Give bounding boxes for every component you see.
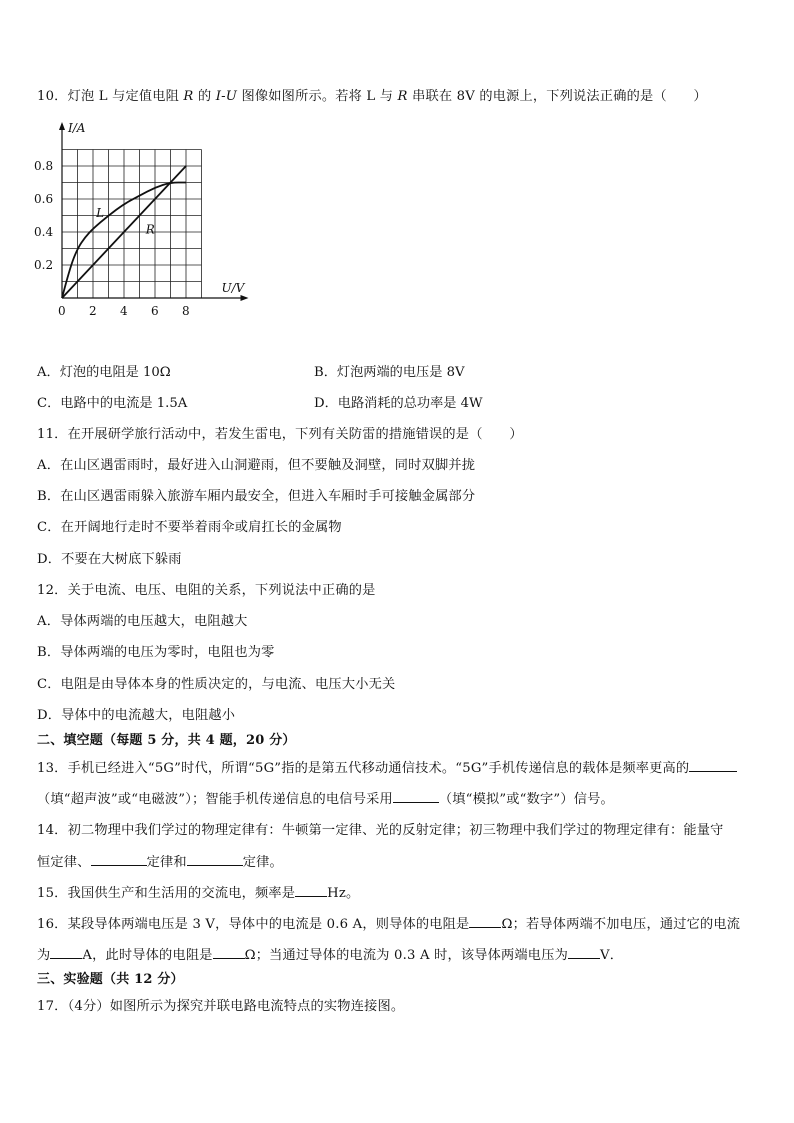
q12-option-a[interactable]: A．导体两端的电压越大，电阻越大 (37, 614, 248, 629)
q11-option-c[interactable]: C．在开阔地行走时不要举着雨伞或肩扛长的金属物 (37, 520, 342, 535)
q16-blank-3[interactable] (213, 946, 245, 959)
q10-text: 10．灯泡 L 与定值电阻 (37, 89, 184, 104)
q14-text: 定律和 (146, 855, 187, 870)
section-fill-in-heading: 二、填空题（每题 5 分，共 4 题，20 分） (37, 733, 296, 748)
x-tick-label: 2 (89, 304, 97, 318)
q13-text: （填“模拟”或“数字”）信号。 (438, 792, 614, 807)
question-16-line2 (37, 946, 623, 965)
question-15 (37, 884, 359, 903)
q15-text: Hz。 (327, 886, 360, 901)
q10-symbol-r: R (397, 89, 408, 104)
q15-blank[interactable] (295, 884, 327, 897)
q16-text: Ω；若导体两端不加电压，通过它的电流 (501, 917, 741, 932)
x-axis-arrow (241, 295, 249, 301)
iu-graph (30, 118, 260, 323)
y-tick-label: 0.8 (34, 159, 54, 173)
q10-symbol-iu: I-U (215, 89, 238, 104)
y-tick-label: 0.6 (34, 192, 54, 206)
q16-blank-4[interactable] (568, 946, 600, 959)
q13-text: 13．手机已经进入“5G”时代，所谓“5G”指的是第五代移动通信技术。“5G”手机传递信息的载体是频率更高的 (37, 761, 690, 776)
q14-text: 恒定律、 (37, 855, 91, 870)
question-14-line1: 14．初二物理中我们学过的物理定律有：牛顿第一定律、光的反射定律；初三物理中我们学过的物理定律有：能量守 (37, 823, 724, 838)
question-13-line1 (37, 759, 737, 778)
q10-option-c[interactable]: C．电路中的电流是 1.5A (37, 396, 188, 411)
q14-text: 定律。 (242, 855, 283, 870)
q11-option-b[interactable]: B．在山区遇雷雨躲入旅游车厢内最安全，但进入车厢时手可接触金属部分 (37, 489, 476, 504)
q14-blank-1[interactable] (91, 853, 147, 866)
x-tick-label: 0 (58, 304, 66, 318)
q16-text: V． (599, 948, 624, 963)
question-13-line2 (37, 790, 614, 809)
question-12-stem: 12．关于电流、电压、电阻的关系，下列说法中正确的是 (37, 583, 376, 598)
question-16-line1 (37, 915, 740, 934)
question-11-stem: 11．在开展研学旅行活动中，若发生雷电，下列有关防雷的措施错误的是（ ） (37, 427, 523, 442)
series-label-l: L (96, 206, 105, 221)
question-17: 17．（4分）如图所示为探究并联电路电流特点的实物连接图。 (37, 999, 405, 1014)
q12-option-c[interactable]: C．电阻是由导体本身的性质决定的，与电流、电压大小无关 (37, 677, 396, 692)
q13-text: （填“超声波”或“电磁波”）；智能手机传递信息的电信号采用 (37, 792, 393, 807)
q16-text: A，此时导体的电阻是 (82, 948, 213, 963)
q16-text: 为 (37, 948, 51, 963)
q10-text: 的 (193, 89, 216, 104)
q13-blank-1[interactable] (689, 759, 737, 772)
section-experiment-heading: 三、实验题（共 12 分） (37, 972, 184, 987)
q13-blank-2[interactable] (393, 790, 439, 803)
x-tick-label: 6 (151, 304, 159, 318)
q10-text: 图像如图所示。若将 L 与 (237, 89, 398, 104)
q10-option-a[interactable]: A．灯泡的电阻是 10Ω (37, 365, 171, 380)
q16-blank-1[interactable] (469, 915, 501, 928)
q10-text: 串联在 8V 的电源上，下列说法正确的是（ ） (407, 89, 707, 104)
q10-symbol-r: R (183, 89, 194, 104)
q12-option-b[interactable]: B．导体两端的电压为零时，电阻也为零 (37, 645, 275, 660)
y-tick-label: 0.4 (34, 225, 54, 239)
q14-blank-2[interactable] (187, 853, 243, 866)
q16-text: 16．某段导体两端电压是 3 V，导体中的电流是 0.6 A，则导体的电阻是 (37, 917, 470, 932)
x-axis-label: U/V (221, 281, 245, 295)
y-axis-label: I/A (68, 121, 86, 135)
x-tick-label: 4 (120, 304, 128, 318)
q11-option-d[interactable]: D．不要在大树底下躲雨 (37, 552, 182, 567)
y-tick-label: 0.2 (34, 258, 54, 272)
x-tick-label: 8 (182, 304, 190, 318)
q10-option-d[interactable]: D．电路消耗的总功率是 4W (314, 396, 483, 411)
y-axis-arrow (59, 122, 65, 130)
q16-text: Ω；当通过导体的电流为 0.3 A 时，该导体两端电压为 (244, 948, 568, 963)
q12-option-d[interactable]: D．导体中的电流越大，电阻越小 (37, 708, 236, 723)
q16-blank-2[interactable] (50, 946, 82, 959)
question-10-stem (37, 88, 707, 106)
q10-option-b[interactable]: B．灯泡两端的电压是 8V (314, 365, 465, 380)
question-14-line2 (37, 853, 283, 872)
series-label-r: R (145, 222, 155, 237)
q11-option-a[interactable]: A．在山区遇雷雨时，最好进入山洞避雨，但不要触及洞壁，同时双脚并拢 (37, 458, 476, 473)
q15-text: 15．我国供生产和生活用的交流电，频率是 (37, 886, 296, 901)
